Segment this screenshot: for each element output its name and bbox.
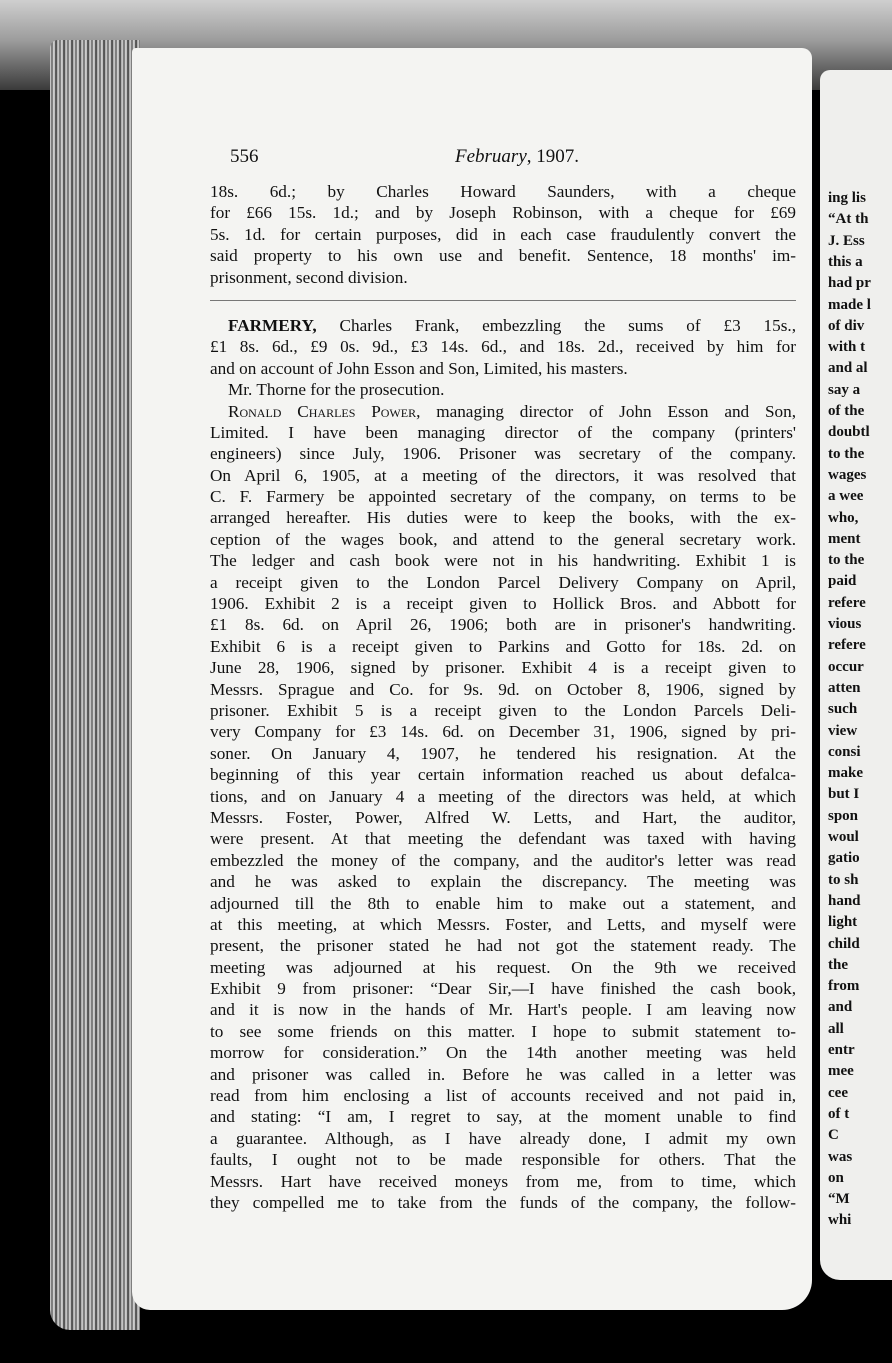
text-line: 1906. Exhibit 2 is a receipt given to Hollick Bros. and Abbott for [210,594,796,614]
text-line: said property to his own use and benefit. Sentence, 18 months' im- [210,246,796,266]
text-line: at this meeting, at which Messrs. Foster, and Letts, and myself were [210,914,796,934]
facing-page-line: whi [828,1212,852,1229]
facing-page-line: all [828,1020,844,1037]
facing-page-line: child [828,935,860,952]
text-line: and it is now in the hands of Mr. Hart's people. I am leaving now [210,1000,796,1020]
facing-page-line: “At th [828,211,869,228]
text-line: tions, and on January 4 a meeting of the directors was held, at which [210,786,796,806]
text-line: engineers) since July, 1906. Prisoner was secretary of the company. [210,444,796,464]
text-line: Exhibit 6 is a receipt given to Parkins and Gotto for 18s. 2d. on [210,636,796,656]
facing-page-line: vious [828,616,862,632]
facing-page-line: C [828,1127,839,1144]
testimony [210,422,796,1213]
facing-page-line: occur [828,658,864,675]
section-divider [210,300,796,301]
facing-page-line: the [828,956,848,973]
facing-page-line: had pr [828,275,871,292]
text-line: prisoner. Exhibit 5 is a receipt given to the London Parcels Deli- [210,700,796,720]
text-line: beginning of this year certain information reached us about defalca- [210,765,796,785]
text-line: adjourned till the 8th to enable him to make out a statement, and [210,893,796,913]
facing-page-line: ment [828,530,861,547]
facing-page-line: wages [828,466,867,483]
text-line: and prisoner was called in. Before he was called in a letter was [210,1064,796,1084]
text-line: and on account of John Esson and Son, Limited, his masters. [210,358,628,378]
running-head-year: 1907. [536,146,580,167]
text-line: and he was asked to explain the discrepancy. The meeting was [210,872,796,892]
charge-continuation [210,336,796,379]
text-line: very Company for £3 14s. 6d. on December 31, 1906, signed by pri- [210,722,796,742]
text-line: were present. At that meeting the defendant was taxed with having [210,829,796,849]
facing-page-line: on [828,1169,844,1186]
facing-page-line: who, [828,509,859,526]
facing-page-line: ing lis [828,190,866,206]
page-header [230,146,790,174]
facing-page-line: gatio [828,850,860,867]
facing-page [820,70,892,1280]
text-line: faults, I ought not to be made responsible for others. That the [210,1150,796,1170]
text-line: soner. On January 4, 1907, he tendered his resignation. At the [210,743,796,763]
facing-page-line: atten [828,679,861,696]
text-line: meeting was adjourned at his request. On the 9th we received [210,957,796,977]
witness-name: Ronald Charles Power, [228,401,421,421]
facing-page-line: cee [828,1084,848,1101]
text-line: ception of the wages book, and attend to the general secretary work. [210,529,796,549]
facing-page-line: a wee [828,488,864,505]
text-line: 18s. 6d.; by Charles Howard Saunders, with a cheque [210,182,796,201]
facing-page-line: say a [828,381,861,398]
text-line: C. F. Farmery be appointed secretary of the company, on terms to be [210,487,796,507]
facing-page-line: doubtl [828,424,870,441]
text-line: Messrs. Sprague and Co. for 9s. 9d. on October 8, 1906, signed by [210,679,796,699]
facing-page-line: entr [828,1042,855,1058]
page-number: 556 [230,146,259,167]
text-line: Limited. I have been managing director of the company (printers' [210,422,796,442]
facing-page-line: hand [828,892,861,909]
case-heading-line [210,315,796,336]
facing-page-line: and al [828,360,868,377]
facing-page-line: of div [828,317,865,334]
counsel-line: Mr. Thorne for the prosecution. [228,380,445,400]
text-line: prisonment, second division. [210,267,408,287]
text-line: Messrs. Hart have received moneys from me, from to time, which [210,1171,796,1191]
text-line: read from him enclosing a list of accounts received and not paid in, [210,1086,796,1106]
previous-case-conclusion [210,181,796,288]
text-line: Messrs. Foster, Power, Alfred W. Letts, and Hart, the auditor, [210,807,796,827]
facing-page-line: refere [828,594,866,611]
defendant-name: FARMERY, [228,315,317,335]
facing-page-line: with t [828,339,866,356]
facing-page-line: refere [828,637,866,654]
text-line: The ledger and cash book were not in his handwriting. Exhibit 1 is [210,551,796,571]
facing-page-line: to the [828,552,865,569]
text-line: they compelled me to take from the funds of the company, the follow- [210,1192,796,1212]
text-line: and stating: “I am, I regret to say, at the moment unable to find [210,1107,796,1127]
facing-page-line: such [828,701,858,718]
facing-page-line: consi [828,743,861,760]
facing-page-line: spon [828,807,859,824]
text-line: embezzled the money of the company, and the auditor's letter was read [210,850,796,870]
facing-page-line: view [828,722,858,739]
facing-page-line: was [828,1148,853,1165]
text-line: morrow for consideration.” On the 14th another meeting was held [210,1043,796,1063]
text-line: 5s. 1d. for certain purposes, did in each case fraudulently convert the [210,224,796,244]
text-line: a guarantee. Although, as I have already done, I admit my own [210,1128,796,1148]
facing-page-line: of the [828,403,865,419]
text-line: June 28, 1906, signed by prisoner. Exhibit 4 is a receipt given to [210,658,796,678]
facing-page-line: to the [828,445,865,462]
witness-heading-line [210,401,796,422]
facing-page-line: this a [828,253,863,270]
text-line: arranged hereafter. His duties were to keep the books, with the ex- [210,508,796,528]
running-head-date: February, 1907. [455,146,580,167]
facing-page-line: mee [828,1063,854,1080]
text-line: On April 6, 1905, at a meeting of the directors, it was resolved that [210,465,796,485]
facing-page-line: paid [828,573,857,590]
facing-page-line: make [828,765,863,782]
text-line: Exhibit 9 from prisoner: “Dear Sir,—I have finished the cash book, [210,979,796,999]
text-line: £1 8s. 6d., £9 0s. 9d., £3 14s. 6d., and 18s. 2d., received by him for [210,337,796,357]
facing-page-line: light [828,914,858,931]
facing-page-line: J. Ess [828,232,865,249]
charge-text: Charles Frank, embezzling the sums of £3 15s., [339,315,796,335]
text-line: present, the prisoner stated he had not got the statement ready. The [210,936,796,956]
facing-page-line: “M [828,1191,850,1208]
facing-page-line: made l [828,296,871,313]
text-line: £1 8s. 6d. on April 26, 1906; both are in prisoner's handwriting. [210,615,796,635]
book-spine [50,40,140,1330]
running-head-month: February [455,146,527,167]
facing-page-line: woul [828,829,859,845]
facing-page-line: and [828,999,853,1016]
facing-page-line: but I [828,786,860,803]
witness-role: managing director of John Esson and Son, [436,401,796,421]
page-body [210,181,796,1213]
text-line: to see some friends on this matter. I hope to submit statement to- [210,1021,796,1041]
facing-page-line: from [828,978,860,995]
facing-page-line: of t [828,1105,850,1122]
text-line: a receipt given to the London Parcel Delivery Company on April, [210,572,796,592]
text-line: for £66 15s. 1d.; and by Joseph Robinson, with a cheque for £69 [210,203,796,223]
facing-page-line: to sh [828,871,859,888]
